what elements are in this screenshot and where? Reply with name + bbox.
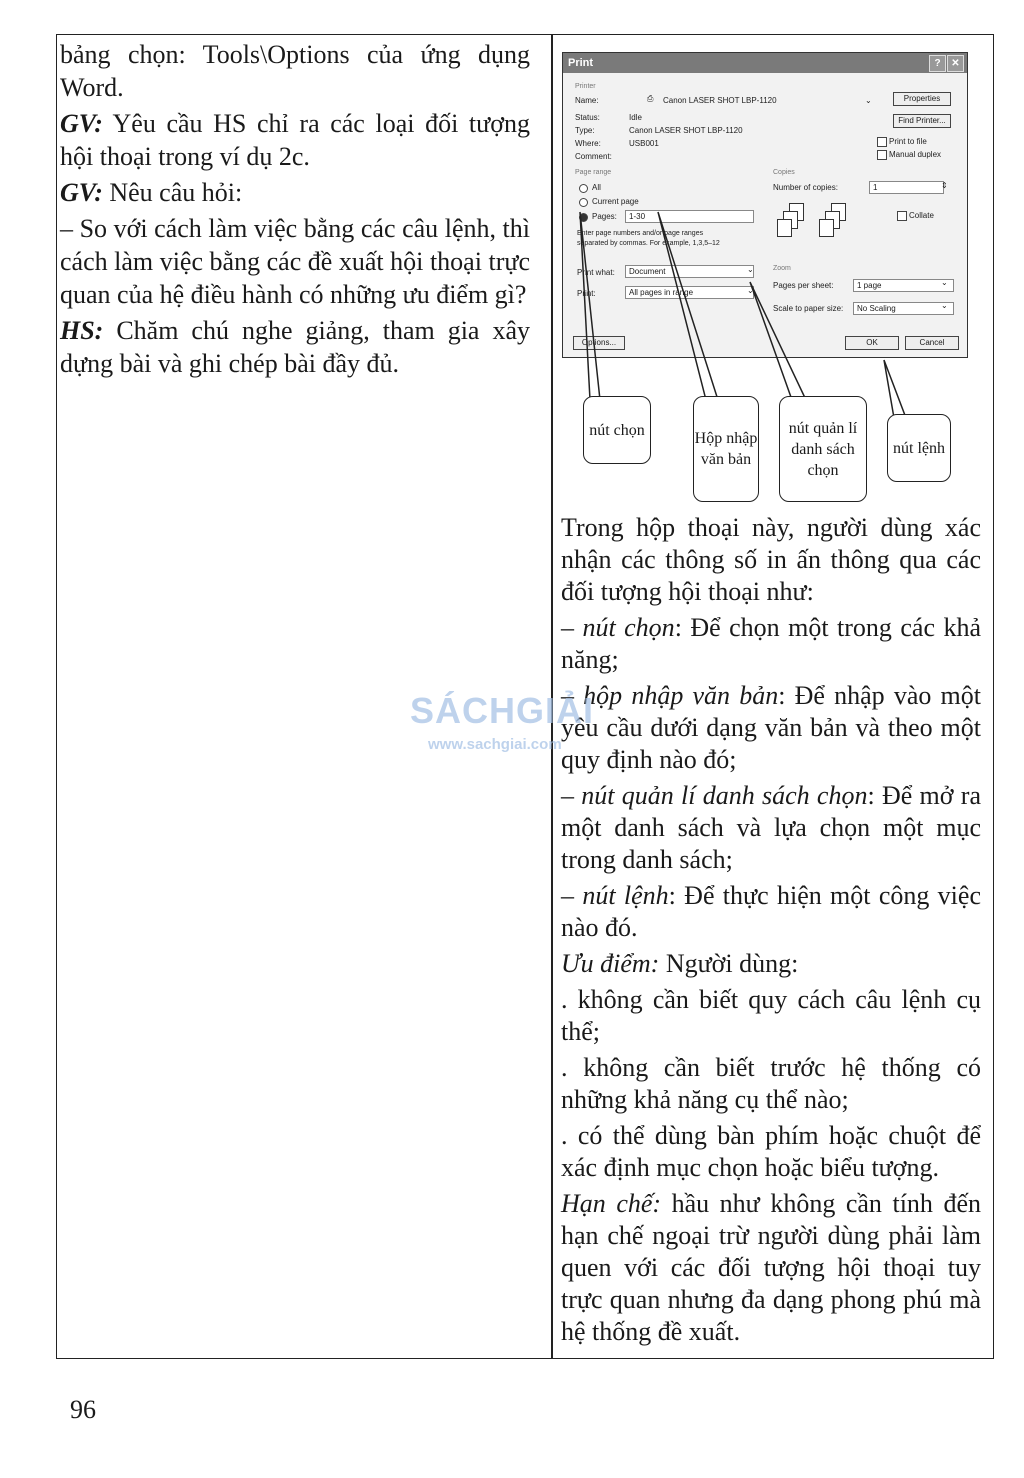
pointer-command-button <box>884 360 906 418</box>
print-range-select[interactable]: All pages in range <box>625 286 754 299</box>
chevron-down-icon[interactable]: ⌄ <box>941 301 948 310</box>
term: – nút lệnh <box>561 881 669 910</box>
page-number: 96 <box>70 1395 96 1424</box>
pointer-list-button <box>750 282 806 400</box>
chevron-down-icon[interactable]: ⌄ <box>941 278 948 287</box>
callout-option-button: nút chọn <box>583 396 651 464</box>
status-label: Status: <box>575 113 600 122</box>
printer-icon: ⎙ <box>647 94 654 103</box>
right-column <box>561 512 981 1352</box>
term: – nút quản lí danh sách chọn <box>561 781 868 810</box>
definition: : Để mở ra một danh sách và lựa chọn một mục trong danh sách; <box>561 781 981 874</box>
advantage-item: . có thể dùng bàn phím hoặc chuột để xác định mục chọn hoặc biểu tượng. <box>561 1121 981 1182</box>
role-label: GV: <box>60 109 103 138</box>
intro-paragraph: Trong hộp thoại này, người dùng xác nhận các thông số in ấn thông qua các đối tượng hội thoại như: <box>561 513 981 606</box>
cancel-button[interactable]: Cancel <box>905 336 959 350</box>
advantage-item: . không cần biết quy cách câu lệnh cụ thể; <box>561 985 981 1046</box>
pages-hint-2: separated by commas. For example, 1,3,5–12 <box>577 240 720 247</box>
list-item <box>561 780 981 876</box>
where-value: USB001 <box>629 139 659 148</box>
list-item <box>561 880 981 944</box>
callout-list-button: nút quản lí danh sách chọn <box>779 396 867 502</box>
printer-group-label: Printer <box>575 83 596 90</box>
chevron-down-icon[interactable]: ⌄ <box>747 265 754 274</box>
role-label: HS: <box>60 316 104 345</box>
close-icon[interactable]: ✕ <box>947 55 964 72</box>
status-value: Idle <box>629 113 642 122</box>
list-item <box>561 612 981 676</box>
pointer-text-box <box>658 212 718 400</box>
definition: Người dùng: <box>659 949 799 978</box>
current-page-label: Current page <box>592 197 639 206</box>
name-label: Name: <box>575 96 599 105</box>
paragraph-text: Nêu câu hỏi: <box>102 178 243 207</box>
printer-name[interactable]: Canon LASER SHOT LBP-1120 <box>663 96 777 105</box>
definition: hầu như không cần tính đến hạn chế ngoại trừ người dùng phải làm quen với các đối tượng hội thoại tuy trực quan nhưng đa dạng phong phú mà hệ thống đề xuất. <box>561 1189 982 1346</box>
definition: : Để thực hiện một công việc nào đó. <box>561 881 981 942</box>
pages-per-sheet-label: Pages per sheet: <box>773 281 834 290</box>
all-option-label: All <box>592 183 601 192</box>
left-paragraph-4: – So với cách làm việc bằng các câu lệnh, thì cách làm việc bằng các đề xuất hội thoại trực quan của hệ điều hành có những ưu điểm gì? <box>60 214 530 309</box>
copies-input[interactable]: 1 <box>869 181 944 194</box>
where-label: Where: <box>575 139 601 148</box>
type-label: Type: <box>575 126 595 135</box>
zoom-group-label: Zoom <box>773 265 791 272</box>
left-paragraph-1: bảng chọn: Tools\Options của ứng dụng Word. <box>60 40 530 102</box>
number-of-copies-label: Number of copies: <box>773 183 838 192</box>
pages-hint-1: Enter page numbers and/or page ranges <box>577 230 704 237</box>
print-what-label: Print what: <box>577 268 615 277</box>
term: – nút chọn <box>561 613 675 642</box>
chevron-down-icon[interactable]: ⌄ <box>865 96 872 105</box>
term: – hộp nhập văn bản <box>561 681 779 710</box>
paragraph-text: Chăm chú nghe giảng, tham gia xây dựng bài và ghi chép bài đầy đủ. <box>60 316 530 378</box>
paragraph-text: Yêu cầu HS chỉ ra các loại đối tượng hội thoại trong ví dụ 2c. <box>60 109 530 171</box>
definition: : Để nhập vào một yêu cầu dưới dạng văn bản và theo một quy định nào đó; <box>561 681 981 774</box>
term: Ưu điểm: <box>561 949 660 978</box>
spinner-icon[interactable]: ⇕ <box>941 181 948 190</box>
watermark-logo <box>410 690 595 753</box>
manual-duplex-label: Manual duplex <box>889 150 942 159</box>
callout-text-box: Hộp nhập văn bản <box>693 396 759 502</box>
print-what-select[interactable]: Document <box>625 265 754 278</box>
scale-label: Scale to paper size: <box>773 304 844 313</box>
find-printer-button[interactable]: Find Printer... <box>893 114 951 128</box>
chevron-down-icon[interactable]: ⌄ <box>747 286 754 295</box>
term: Hạn chế: <box>561 1189 662 1218</box>
pages-per-sheet-select[interactable]: 1 page <box>853 279 954 292</box>
definition: : Để chọn một trong các khả năng; <box>561 613 981 674</box>
advantage-item: . không cần biết trước hệ thống có những khả năng cụ thể nào; <box>561 1053 981 1114</box>
collate-label: Collate <box>909 211 934 220</box>
callout-command-button: nút lệnh <box>887 414 951 482</box>
help-icon[interactable]: ? <box>929 55 946 72</box>
print-to-file-label: Print to file <box>889 137 927 146</box>
limitations-paragraph <box>561 1188 981 1348</box>
watermark-brand: SÁCHGIẢI <box>410 690 595 731</box>
properties-button[interactable]: Properties <box>893 92 951 106</box>
advantages-heading <box>561 948 981 980</box>
type-value: Canon LASER SHOT LBP-1120 <box>629 126 743 135</box>
pages-input[interactable]: 1-30 <box>625 210 754 223</box>
list-item <box>561 680 981 776</box>
dialog-title: Print <box>568 57 594 69</box>
options-button[interactable]: Options... <box>573 336 625 350</box>
ok-button[interactable]: OK <box>845 336 899 350</box>
scale-select[interactable]: No Scaling <box>853 302 954 315</box>
watermark-url: www.sachgiai.com <box>428 736 562 753</box>
pointer-option-button <box>580 212 600 400</box>
print-label: Print: <box>577 289 596 298</box>
page-range-group-label: Page range <box>575 169 612 176</box>
comment-label: Comment: <box>575 152 612 161</box>
pages-option-label: Pages: <box>592 212 617 221</box>
role-label: GV: <box>60 178 103 207</box>
copies-group-label: Copies <box>773 169 795 176</box>
